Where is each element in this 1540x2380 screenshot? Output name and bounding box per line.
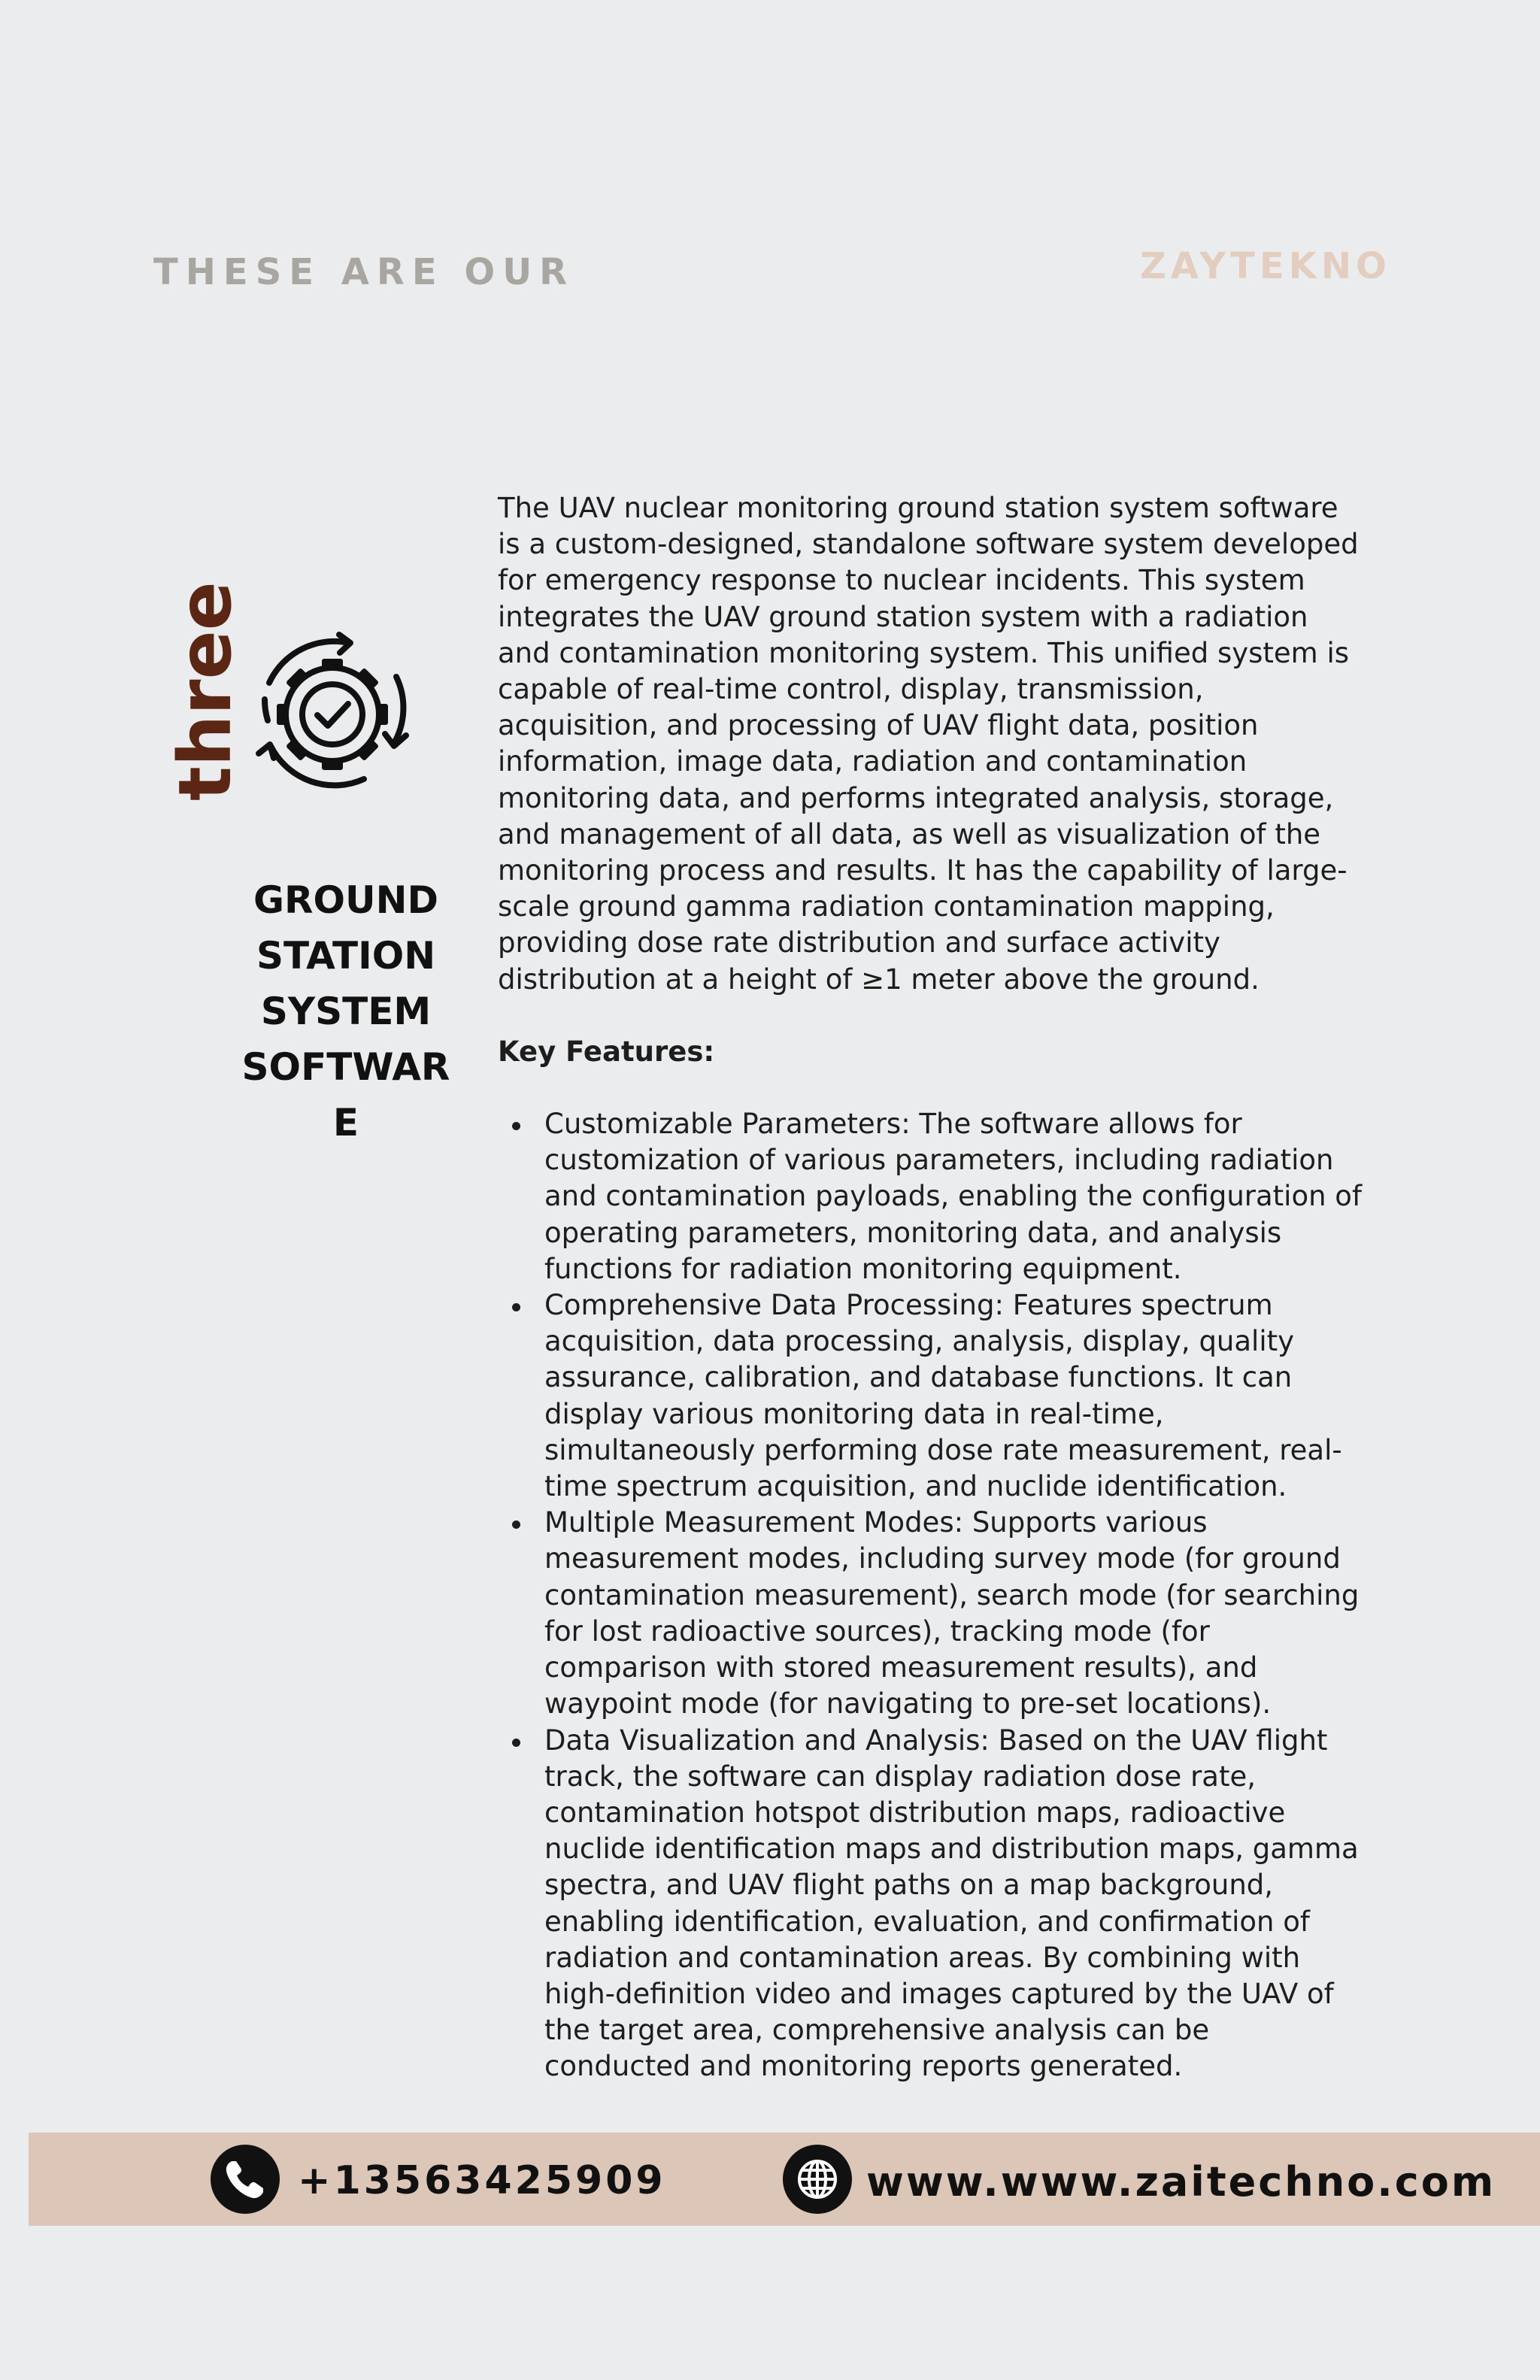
section-title-line: SOFTWAR: [241, 1045, 450, 1089]
intro-paragraph: The UAV nuclear monitoring ground station system software is a custom-designed, standalone software system developed for emergency response to nuclear incidents. This system integrates the UAV ground station system with a radiation and contamination monitoring system. This unified system is capable of real-time control, display, transmission, acquisition, and processing of UAV flight data, position information, image data, radiation and contamination monitoring data, and performs integrated analysis, storage, and management of all data, as well as visualization of the monitoring process and results. It has the capability of large-scale ground gamma radiation contamination mapping, providing dose rate distribution and surface activity distribution at a height of ≥1 meter above the ground.: [498, 492, 1359, 996]
section-title: [226, 872, 466, 1151]
section-title-line: SYSTEM: [260, 990, 432, 1033]
feature-item: Comprehensive Data Processing: Features spectrum acquisition, data processing, analysis, display, quality assurance, calibration, and database functions. It can display various monitoring data in real-time, simultaneously performing dose rate measurement, real-time spectrum acquisition, and nuclide identification.: [544, 1287, 1363, 1505]
globe-icon: [783, 2145, 852, 2214]
feature-item: Multiple Measurement Modes: Supports various measurement modes, including survey mode (for ground contamination measurement), search mode (for searching for lost radioactive sources), tracking mode (for comparison with stored measurement results), and waypoint mode (for navigating to pre-set locations).: [544, 1505, 1363, 1722]
website-link[interactable]: www.www.zaitechno.com: [866, 2158, 1496, 2206]
header-tagline: THESE ARE OUR: [153, 251, 575, 293]
phone-number[interactable]: +13563425909: [298, 2158, 666, 2203]
main-content: [498, 490, 1363, 2085]
contact-footer: [29, 2133, 1540, 2226]
feature-item: Customizable Parameters: The software allows for customization of various parameters, including radiation and contamination payloads, enabling the configuration of operating parameters, monitoring data, and analysis functions for radiation monitoring equipment.: [544, 1106, 1363, 1287]
key-features-list: [498, 1106, 1363, 2084]
key-features-heading: Key Features:: [498, 1035, 715, 1068]
section-title-line: STATION: [256, 934, 436, 978]
phone-icon: [211, 2145, 280, 2214]
section-title-line: GROUND: [253, 878, 438, 922]
gear-check-icon: [242, 624, 423, 805]
feature-item: Data Visualization and Analysis: Based on the UAV flight track, the software can display radiation dose rate, contamination hotspot distribution maps, radioactive nuclide identification maps and distribution maps, gamma spectra, and UAV flight paths on a map background, enabling identification, evaluation, and confirmation of radiation and contamination areas. By combining with high-definition video and images captured by the UAV of the target area, comprehensive analysis can be conducted and monitoring reports generated.: [544, 1723, 1363, 2085]
section-title-line: E: [332, 1101, 359, 1145]
brand-name: ZAYTEKNO: [1140, 245, 1391, 287]
section-number-word: three: [163, 581, 247, 801]
